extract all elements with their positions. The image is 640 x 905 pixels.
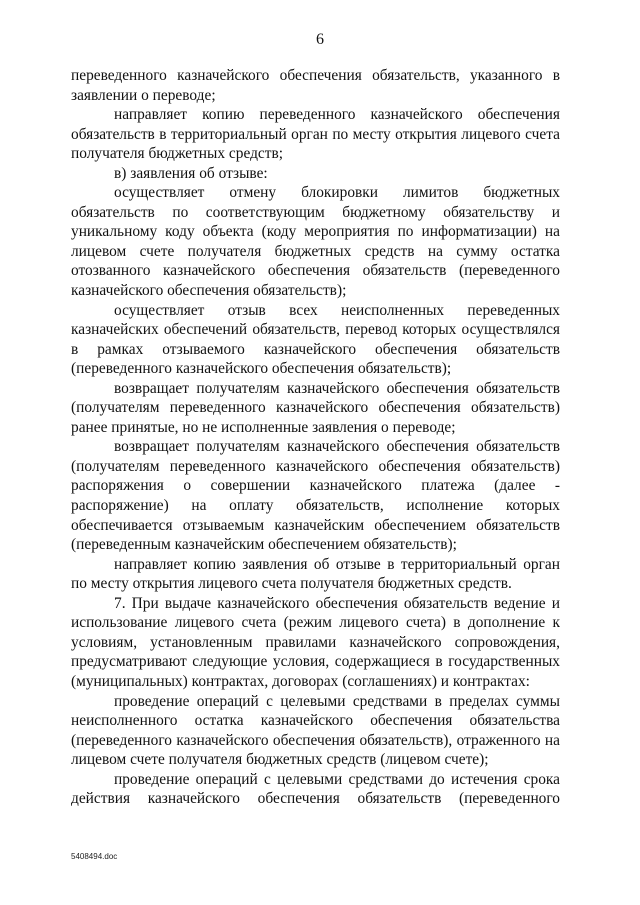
paragraph-10: проведение операций с целевыми средствами в пределах суммы неисполненного остатка казначейского обеспечения обязательства (переведенного казначейского обеспечения обязательств), отраженного на лицевом счете получателя бюджетных средств (лицевом счете); <box>71 692 560 769</box>
paragraph-9: 7. При выдаче казначейского обеспечения обязательств ведение и использование лицевого счета (режим лицевого счета) в дополнение к условиям, установленным правилами казначейского сопровождения, предусматривают следующие условия, содержащиеся в государственных (муниципальных) контрактах, договорах (соглашениях) и контрактах: <box>71 594 560 690</box>
paragraph-6: возвращает получателям казначейского обеспечения обязательств (получателям переведенного казначейского обеспечения обязательств) ранее принятые, но не исполненные заявления о переводе; <box>71 379 560 436</box>
paragraph-7: возвращает получателям казначейского обеспечения обязательств (получателям переведенного казначейского обеспечения обязательств) распоряжения о совершении казначейского платежа (далее - распоряжение) на оплату обязательств, исполнение которых обеспечивается отзываемым казначейским обеспечением обязательств (переведенным казначейским обеспечением обязательств); <box>71 438 560 554</box>
page-number: 6 <box>316 31 324 48</box>
paragraph-11: проведение операций с целевыми средствами до истечения срока действия казначейского обеспечения обязательств (переведенного <box>71 770 560 808</box>
paragraph-5: осуществляет отзыв всех неисполненных переведенных казначейских обеспечений обязательств, перевод которых осуществлялся в рамках отзываемого казначейского обеспечения обязательств (переведенного казначейского обеспечения обязательств); <box>71 301 560 378</box>
paragraph-1: переведенного казначейского обеспечения обязательств, указанного в заявлении о переводе; <box>71 67 560 104</box>
paragraph-4: осуществляет отмену блокировки лимитов бюджетных обязательств по соответствующим бюджетному обязательству и уникальному коду объекта (коду мероприятия по информатизации) на лицевом счете получателя бюджетных средств на сумму остатка отозванного казначейского обеспечения обязательств (переведенного казначейского обеспечения обязательств); <box>71 184 560 300</box>
paragraph-3: в) заявления об отзыве: <box>114 164 268 182</box>
paragraph-8: направляет копию заявления об отзыве в территориальный орган по месту открытия лицевого счета получателя бюджетных средств. <box>71 555 560 593</box>
document-id-footer: 5408494.doc <box>71 852 118 861</box>
document-body <box>71 66 560 809</box>
paragraph-2: направляет копию переведенного казначейского обеспечения обязательств в территориальный орган по месту открытия лицевого счета получателя бюджетных средств; <box>71 106 560 163</box>
